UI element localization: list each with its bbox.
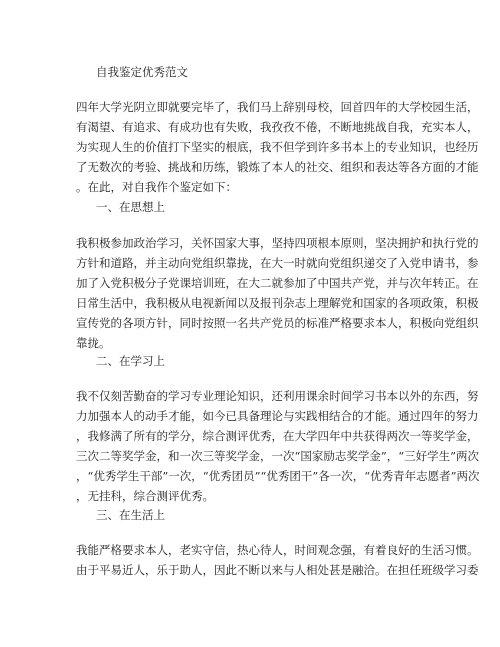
- paragraph-line: 三次二等奖学金，和一次三等奖学金，一次“国家励志奖学金”，“三好学生”两次: [76, 449, 480, 463]
- paragraph-line: 靠拢。: [76, 336, 111, 350]
- paragraph-line: ，无挂科，综合测评优秀。: [76, 489, 214, 503]
- paragraph-line: 加了入党积极分子党课培训班，在大二就参加了中国共产党，并与次年转正。在: [76, 276, 479, 290]
- paragraph-line: 四年大学光阴立即就要完毕了，我们马上辞别母校，回首四年的大学校园生活，: [76, 100, 479, 114]
- paragraph-line: 方针和道路，并主动向党组织靠拢，在大一时就向党组织递交了入党申请书，参: [76, 256, 479, 270]
- section-heading-thought: 一、在思想上: [96, 200, 165, 214]
- paragraph-line: ，“优秀学生干部”一次，“优秀团员”“优秀团干”各一次，“优秀青年志愿者”两次: [76, 469, 480, 483]
- paragraph-line: 为实现人生的价值打下坚实的根底，我不但学到许多书本上的专业知识，也经历: [76, 140, 479, 154]
- paragraph-line: 。在此，对自我作个鉴定如下：: [76, 180, 237, 194]
- intro-paragraph: [76, 97, 479, 197]
- paragraph-line: ，我修满了所有的学分，综合测评优秀，在大学四年中共获得两次一等奖学金，: [76, 429, 479, 443]
- paragraph-line: 我积极参加政治学习，关怀国家大事，坚持四项根本原则，坚决拥护和执行党的: [76, 236, 479, 250]
- paragraph-line: 有渴望、有追求、有成功也有失败，我孜孜不倦，不断地挑战自我，充实本人，: [76, 120, 479, 134]
- paragraph-line: 了无数次的考验、挑战和历练，锻炼了本人的社交、组织和表达等各方面的才能: [76, 160, 479, 174]
- paragraph-line: 日常生活中，我积极从电视新闻以及报刊杂志上理解党和国家的各项政策，积极: [76, 296, 479, 310]
- section-heading-life: 三、在生活上: [96, 508, 165, 522]
- section-paragraph-study: [76, 386, 480, 506]
- paragraph-line: 力加强本人的动手才能，如今已具备理论与实践相结合的才能。通过四年的努力: [76, 409, 479, 423]
- paragraph-line: 我能严格要求本人，老实守信，热心待人，时间观念强，有着良好的生活习惯。: [76, 543, 479, 557]
- section-heading-study: 二、在学习上: [96, 354, 165, 368]
- section-paragraph-thought: [76, 233, 479, 353]
- paragraph-line: 我不仅刻苦勤奋的学习专业理论知识，还利用课余时间学习书本以外的东西，努: [76, 389, 479, 403]
- document-title: 自我鉴定优秀范文: [96, 65, 188, 79]
- paragraph-line: 由于平易近人，乐于助人，因此不断以来与人相处甚是融洽。在担任班级学习委: [76, 563, 479, 577]
- section-paragraph-life: [76, 540, 479, 580]
- paragraph-line: 宣传党的各项方针，同时按照一名共产党员的标准严格要求本人，积极向党组织: [76, 316, 479, 330]
